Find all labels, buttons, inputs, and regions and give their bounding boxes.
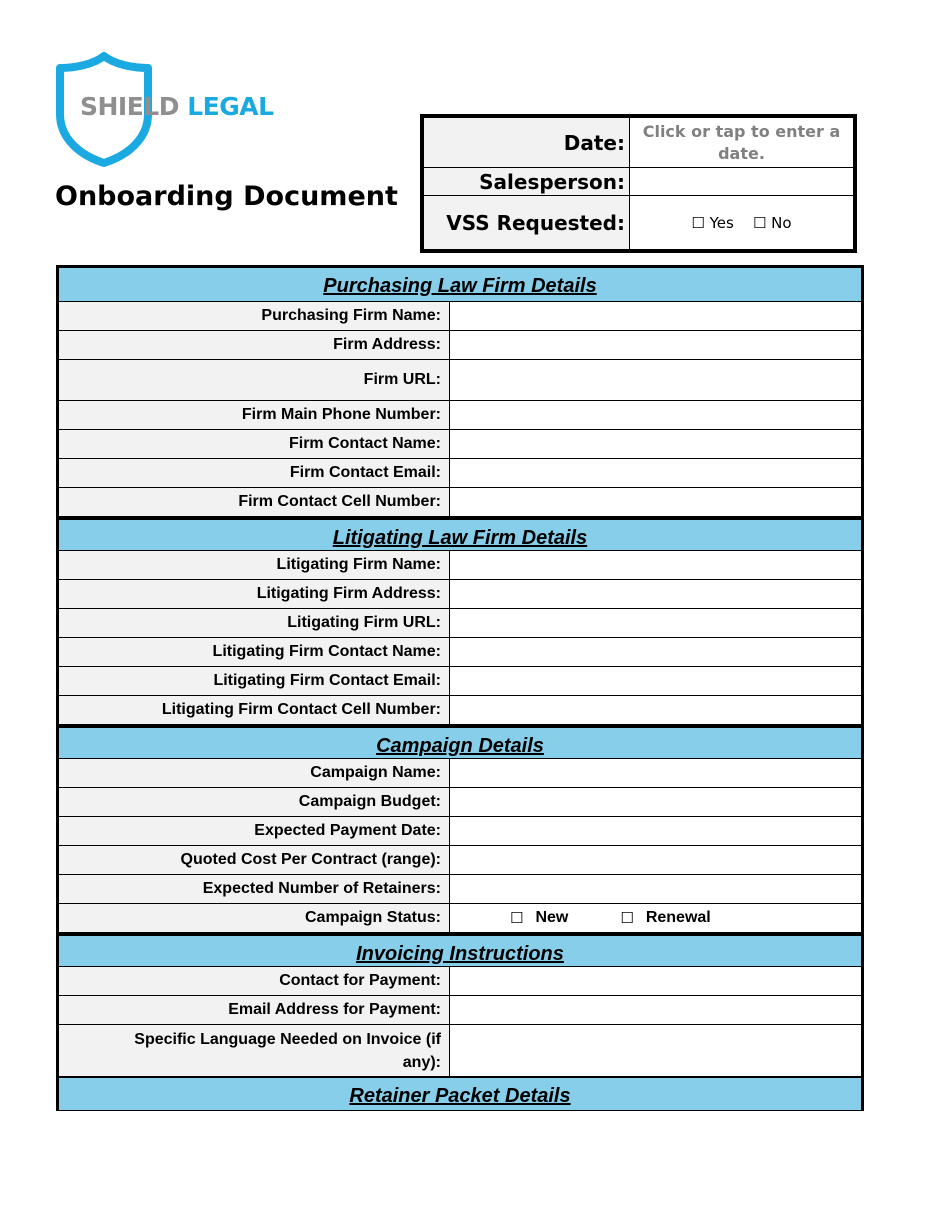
- field-label: Litigating Firm URL:: [59, 609, 450, 637]
- field-label: Purchasing Firm Name:: [59, 302, 450, 330]
- date-placeholder: Click or tap to enter a date.: [642, 121, 841, 163]
- company-logo: [54, 52, 294, 167]
- litigating-contact-cell-input[interactable]: [450, 696, 861, 724]
- field-label: Litigating Firm Contact Cell Number:: [59, 696, 450, 724]
- form-row: [59, 488, 861, 517]
- expected-retainers-input[interactable]: [450, 875, 861, 903]
- contact-for-payment-input[interactable]: [450, 967, 861, 995]
- form-row: [59, 1025, 861, 1077]
- form-row: [59, 788, 861, 817]
- checkbox-icon: ☐: [620, 909, 634, 927]
- field-label: Firm Main Phone Number:: [59, 401, 450, 429]
- form-row: [59, 638, 861, 667]
- onboarding-form: [56, 265, 864, 1111]
- form-row: [59, 759, 861, 788]
- form-row: [59, 875, 861, 904]
- logo-wordmark: SHIELD LEGAL: [80, 92, 274, 121]
- vss-requested-options: [630, 196, 854, 250]
- form-row: [59, 580, 861, 609]
- field-label: Litigating Firm Name:: [59, 551, 450, 579]
- vss-requested-label: VSS Requested:: [424, 196, 630, 250]
- form-row: [59, 967, 861, 996]
- litigating-firm-address-input[interactable]: [450, 580, 861, 608]
- payment-email-input[interactable]: [450, 996, 861, 1024]
- field-label: Quoted Cost Per Contract (range):: [59, 846, 450, 874]
- field-label: Campaign Name:: [59, 759, 450, 787]
- form-row: [59, 302, 861, 331]
- field-label: Specific Language Needed on Invoice (if any):: [59, 1025, 450, 1076]
- field-label: Litigating Firm Contact Name:: [59, 638, 450, 666]
- quoted-cost-input[interactable]: [450, 846, 861, 874]
- form-row: [59, 401, 861, 430]
- form-row: [59, 551, 861, 580]
- form-row: [59, 430, 861, 459]
- form-row: [59, 459, 861, 488]
- campaign-budget-input[interactable]: [450, 788, 861, 816]
- firm-contact-name-input[interactable]: [450, 430, 861, 458]
- litigating-contact-email-input[interactable]: [450, 667, 861, 695]
- field-label: Firm Contact Cell Number:: [59, 488, 450, 516]
- vss-no-checkbox[interactable]: ☐ No: [752, 213, 792, 232]
- salesperson-field[interactable]: [630, 168, 854, 196]
- litigating-firm-name-input[interactable]: [450, 551, 861, 579]
- field-label: Campaign Budget:: [59, 788, 450, 816]
- form-row: [59, 696, 861, 725]
- field-label: Email Address for Payment:: [59, 996, 450, 1024]
- section-header-retainer: Retainer Packet Details: [59, 1077, 861, 1111]
- form-row: [59, 846, 861, 875]
- firm-address-input[interactable]: [450, 331, 861, 359]
- form-row: [59, 667, 861, 696]
- status-new-checkbox[interactable]: ☐ New: [510, 909, 569, 927]
- date-label: Date:: [424, 118, 630, 168]
- expected-payment-date-input[interactable]: [450, 817, 861, 845]
- field-label: Contact for Payment:: [59, 967, 450, 995]
- invoice-language-input[interactable]: [450, 1025, 861, 1076]
- litigating-firm-url-input[interactable]: [450, 609, 861, 637]
- section-header-litigating: Litigating Law Firm Details: [59, 517, 861, 551]
- purchasing-firm-name-input[interactable]: [450, 302, 861, 330]
- field-label: Litigating Firm Address:: [59, 580, 450, 608]
- field-label: Litigating Firm Contact Email:: [59, 667, 450, 695]
- salesperson-label: Salesperson:: [424, 168, 630, 196]
- form-row: [59, 609, 861, 638]
- section-header-campaign: Campaign Details: [59, 725, 861, 759]
- header-info-box: [420, 114, 857, 253]
- firm-contact-email-input[interactable]: [450, 459, 861, 487]
- form-row: [59, 331, 861, 360]
- section-header-purchasing: Purchasing Law Firm Details: [59, 268, 861, 302]
- status-renewal-checkbox[interactable]: ☐ Renewal: [620, 909, 711, 927]
- form-row: [59, 904, 861, 933]
- firm-main-phone-input[interactable]: [450, 401, 861, 429]
- vss-yes-checkbox[interactable]: ☐ Yes: [691, 213, 734, 232]
- field-label: Firm Contact Name:: [59, 430, 450, 458]
- page-title: Onboarding Document: [55, 181, 398, 212]
- checkbox-icon: ☐: [510, 909, 524, 927]
- form-row: [59, 360, 861, 401]
- firm-contact-cell-input[interactable]: [450, 488, 861, 516]
- campaign-status-options: [450, 904, 861, 932]
- field-label: Firm Address:: [59, 331, 450, 359]
- form-row: [59, 996, 861, 1025]
- field-label: Firm Contact Email:: [59, 459, 450, 487]
- firm-url-input[interactable]: [450, 360, 861, 400]
- section-header-invoicing: Invoicing Instructions: [59, 933, 861, 967]
- campaign-name-input[interactable]: [450, 759, 861, 787]
- field-label: Expected Number of Retainers:: [59, 875, 450, 903]
- date-picker-field[interactable]: [630, 118, 854, 168]
- litigating-contact-name-input[interactable]: [450, 638, 861, 666]
- field-label: Expected Payment Date:: [59, 817, 450, 845]
- field-label: Campaign Status:: [59, 904, 450, 932]
- field-label: Firm URL:: [59, 360, 450, 400]
- form-row: [59, 817, 861, 846]
